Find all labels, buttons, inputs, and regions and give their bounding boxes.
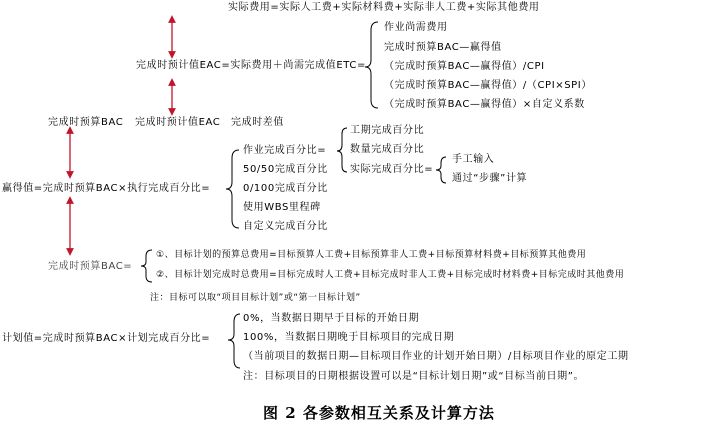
earned-value-option: 自定义完成百分比 <box>243 221 328 232</box>
middle-row-eac: 完成时预计值EAC <box>135 117 221 128</box>
activity-percent-option: 数量完成百分比 <box>350 144 425 155</box>
brace-earned-value-methods <box>226 150 239 228</box>
brace-planned-value-options <box>228 314 240 368</box>
planned-value-option: 100%，当数据日期晚于目标项目的完成日期 <box>243 332 455 343</box>
earned-value-option: 使用WBS里程碑 <box>243 202 321 213</box>
bac-option: ①、目标计划的预算总费用=目标预算人工费+目标预算非人工费+目标预算材料费+目标预算其他费用 <box>156 250 587 260</box>
middle-row-bac: 完成时预算BAC <box>48 117 124 128</box>
planned-value-formula: 计划值=完成时预算BAC×计划完成百分比= <box>2 333 211 344</box>
bac-note: 注：目标可以取“项目目标计划”或“第一目标计划” <box>150 293 361 303</box>
planned-value-option: 0%，当数据日期早于目标的开始日期 <box>243 313 420 324</box>
earned-value-option: 0/100完成百分比 <box>243 183 328 194</box>
bac-option: ②、目标计划完成时总费用=目标完成时人工费+目标完成时非人工费+目标完成时材料费+目标完成时其他费用 <box>156 270 625 280</box>
actual-percent-option: 通过“步骤”计算 <box>452 173 528 184</box>
brace-activity-percent-options <box>337 128 347 172</box>
bac-label: 完成时预算BAC= <box>48 261 133 272</box>
figure-caption: 图 2 各参数相互关系及计算方法 <box>263 404 495 422</box>
middle-row-vac: 完成时差值 <box>231 117 284 128</box>
etc-option: （完成时预算BAC—赢得值）×自定义系数 <box>384 99 585 110</box>
etc-option: 作业尚需费用 <box>384 22 448 33</box>
activity-percent-option: 实际完成百分比= <box>350 164 434 175</box>
planned-value-note: 注：目标项目的日期根据设置可以是“目标计划日期”或“目标当前日期”。 <box>243 371 585 382</box>
brace-actual-percent-options <box>436 157 446 183</box>
brace-etc-options <box>365 22 378 108</box>
activity-percent-option: 工期完成百分比 <box>350 125 425 136</box>
earned-value-option: 50/50完成百分比 <box>243 164 328 175</box>
earned-value-option: 作业完成百分比= <box>243 145 327 156</box>
eac-formula: 完成时预计值EAC=实际费用＋尚需完成值ETC= <box>136 60 366 71</box>
etc-option: （完成时预算BAC—赢得值）/CPI <box>384 61 545 72</box>
etc-option: （完成时预算BAC—赢得值）/（CPI×SPI） <box>384 80 592 91</box>
actual-cost-formula: 实际费用=实际人工费+实际材料费+实际非人工费+实际其他费用 <box>228 2 540 13</box>
brace-bac-options <box>141 250 152 282</box>
actual-percent-option: 手工输入 <box>452 154 495 165</box>
etc-option: 完成时预算BAC—赢得值 <box>384 42 502 53</box>
planned-value-option: （当前项目的数据日期—目标项目作业的计划开始日期）/目标项目作业的原定工期 <box>243 351 629 362</box>
earned-value-formula: 赢得值=完成时预算BAC×执行完成百分比= <box>2 183 211 194</box>
